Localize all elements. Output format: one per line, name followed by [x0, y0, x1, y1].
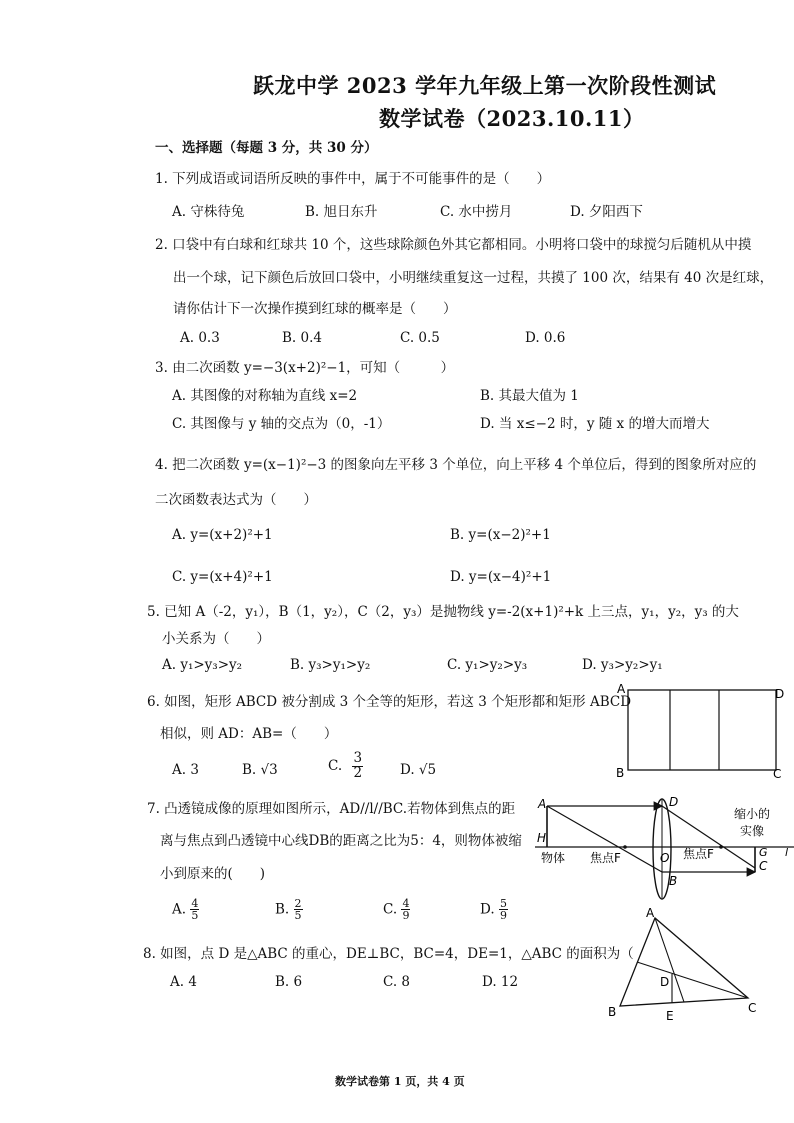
question-1-stem: 1. 下列成语或词语所反映的事件中，属于不可能事件的是（ ） — [155, 171, 551, 187]
label-e: E — [666, 1009, 674, 1023]
label-a: A — [538, 797, 547, 811]
q1-option-b: B. 旭日东升 — [305, 204, 378, 220]
q7-option-d-letter: D. — [480, 901, 495, 918]
question-2-line-1: 2. 口袋中有白球和红球共 10 个，这些球除颜色外其它都相同。小明将口袋中的球搅匀后随机从中摸 — [155, 237, 752, 253]
question-6-line-1: 6. 如图，矩形 ABCD 被分割成 3 个全等的矩形，若这 3 个矩形都和矩形 ABCD — [147, 694, 632, 710]
q8-triangle-figure — [600, 908, 780, 1028]
fraction-denominator: 5 — [294, 909, 302, 922]
q3-option-b: B. 其最大值为 1 — [480, 388, 579, 404]
q1-option-d: D. 夕阳西下 — [570, 204, 643, 220]
q7-option-b — [275, 898, 303, 921]
fraction-numerator: 4 — [402, 897, 410, 910]
label-c: C — [759, 859, 768, 873]
q2-option-a: A. 0.3 — [180, 330, 220, 346]
fraction-denominator: 9 — [499, 909, 507, 922]
label-c: C — [773, 767, 782, 781]
q2-option-d: D. 0.6 — [525, 330, 566, 346]
question-4-line-1: 4. 把二次函数 y=(x−1)²−3 的图象向左平移 3 个单位，向上平移 4 个单位后，得到的图象所对应的 — [155, 457, 757, 473]
q7-lens-figure — [535, 790, 794, 905]
question-7-line-3: 小到原来的( ) — [160, 866, 266, 882]
label-d: D — [775, 687, 785, 701]
q4-option-b: B. y=(x−2)²+1 — [450, 527, 551, 543]
label-h: H — [537, 831, 547, 845]
fraction-denominator: 5 — [191, 909, 199, 922]
q7-option-d — [480, 898, 508, 921]
label-g: G — [759, 846, 768, 859]
q6-option-d: D. √5 — [400, 762, 437, 778]
triangle-abc — [620, 918, 748, 1006]
q2-option-c: C. 0.5 — [400, 330, 440, 346]
q2-option-b: B. 0.4 — [282, 330, 322, 346]
fraction-numerator: 5 — [499, 897, 507, 910]
q7-option-b-letter: B. — [275, 901, 290, 918]
question-6-line-2: 相似，则 AD：AB=（ ） — [160, 726, 338, 742]
q5-option-c: C. y₁>y₂>y₃ — [447, 657, 528, 673]
fraction-numerator: 3 — [353, 750, 363, 766]
image-label-line-2: 实像 — [740, 824, 765, 838]
label-a: A — [617, 682, 626, 696]
fraction-denominator: 9 — [402, 909, 410, 922]
label-b: B — [608, 1005, 617, 1019]
q6-option-c-letter: C. — [328, 758, 343, 774]
median-from-c — [637, 962, 748, 998]
q5-option-d: D. y₃>y₂>y₁ — [582, 657, 663, 673]
q1-option-c: C. 水中捞月 — [440, 204, 513, 220]
fraction-denominator: 2 — [353, 764, 363, 781]
question-4-line-2: 二次函数表达式为（ ） — [155, 492, 317, 508]
label-l: l — [785, 846, 789, 859]
q4-option-d: D. y=(x−4)²+1 — [450, 569, 552, 585]
label-b: B — [616, 766, 625, 780]
q6-option-b: B. √3 — [242, 762, 278, 778]
question-3-stem: 3. 由二次函数 y=−3(x+2)²−1，可知（ ） — [155, 360, 455, 376]
page-subtitle: 数学试卷（2023.10.11） — [379, 106, 645, 131]
label-d: D — [660, 975, 670, 989]
section-heading: 一、选择题（每题 3 分，共 30 分） — [155, 140, 378, 156]
question-2-line-2: 出一个球，记下颜色后放回口袋中，小明继续重复这一过程，共摸了 100 次，结果有 40 次是红球， — [173, 270, 774, 286]
q7-option-c-letter: C. — [383, 901, 398, 918]
page-footer: 数学试卷第 1 页，共 4 页 — [335, 1075, 465, 1088]
label-o: O — [660, 851, 670, 865]
q7-option-d-fraction — [499, 898, 508, 921]
q5-option-a: A. y₁>y₃>y₂ — [162, 657, 243, 673]
q8-option-d: D. 12 — [482, 974, 519, 990]
question-2-line-3: 请你估计下一次操作摸到红球的概率是（ ） — [173, 301, 457, 317]
question-8-stem: 8. 如图，点 D 是△ABC 的重心，DE⊥BC，BC=4，DE=1，△ABC 的面积为（ — [143, 946, 634, 962]
q3-option-c: C. 其图像与 y 轴的交点为（0，-1） — [172, 416, 391, 432]
label-c: C — [748, 1001, 757, 1015]
q4-option-c: C. y=(x+4)²+1 — [172, 569, 273, 585]
q8-option-a: A. 4 — [170, 974, 197, 990]
q7-option-b-fraction — [294, 898, 303, 921]
question-7-line-1: 7. 凸透镜成像的原理如图所示，AD//l//BC.若物体到焦点的距 — [147, 801, 516, 817]
q7-option-a — [172, 898, 199, 921]
left-focus-point — [623, 845, 627, 849]
q7-option-c-fraction — [401, 898, 410, 921]
question-5-line-1: 5. 已知 A（-2，y₁），B（1，y₂），C（2，y₃）是抛物线 y=-2(x+1)²+k 上三点，y₁，y₂，y₃ 的大 — [147, 604, 739, 620]
right-focus-point — [719, 845, 723, 849]
object-label: 物体 — [541, 851, 566, 865]
q7-option-a-letter: A. — [172, 901, 187, 918]
q5-option-b: B. y₃>y₁>y₂ — [290, 657, 371, 673]
q6-rectangle-figure — [615, 680, 794, 785]
q1-option-a: A. 守株待兔 — [172, 204, 245, 220]
rectangle-abcd — [628, 690, 776, 770]
q8-option-b: B. 6 — [275, 974, 303, 990]
q7-option-a-fraction — [190, 898, 199, 921]
q3-option-d: D. 当 x≤−2 时，y 随 x 的增大而增大 — [480, 416, 710, 432]
q3-option-a: A. 其图像的对称轴为直线 x=2 — [172, 388, 358, 404]
label-a: A — [646, 908, 655, 920]
q8-option-c: C. 8 — [383, 974, 411, 990]
left-focus-label: 焦点F — [590, 851, 621, 865]
q7-option-c — [383, 898, 410, 921]
label-b: B — [669, 874, 678, 888]
q6-option-a: A. 3 — [172, 762, 199, 778]
fraction-numerator: 2 — [294, 897, 302, 910]
image-label-line-1: 缩小的 — [734, 807, 771, 821]
label-d: D — [669, 795, 679, 809]
right-focus-label: 焦点F — [683, 847, 714, 861]
q6-option-c-fraction — [352, 752, 363, 780]
page-title: 跃龙中学 2023 学年九年级上第一次阶段性测试 — [253, 73, 717, 98]
question-5-line-2: 小关系为（ ） — [162, 631, 270, 647]
fraction-numerator: 4 — [191, 897, 199, 910]
q4-option-a: A. y=(x+2)²+1 — [172, 527, 273, 543]
question-7-line-2: 离与焦点到凸透镜中心线DB的距离之比为5：4，则物体被缩 — [160, 833, 522, 849]
q6-option-c — [328, 752, 363, 780]
